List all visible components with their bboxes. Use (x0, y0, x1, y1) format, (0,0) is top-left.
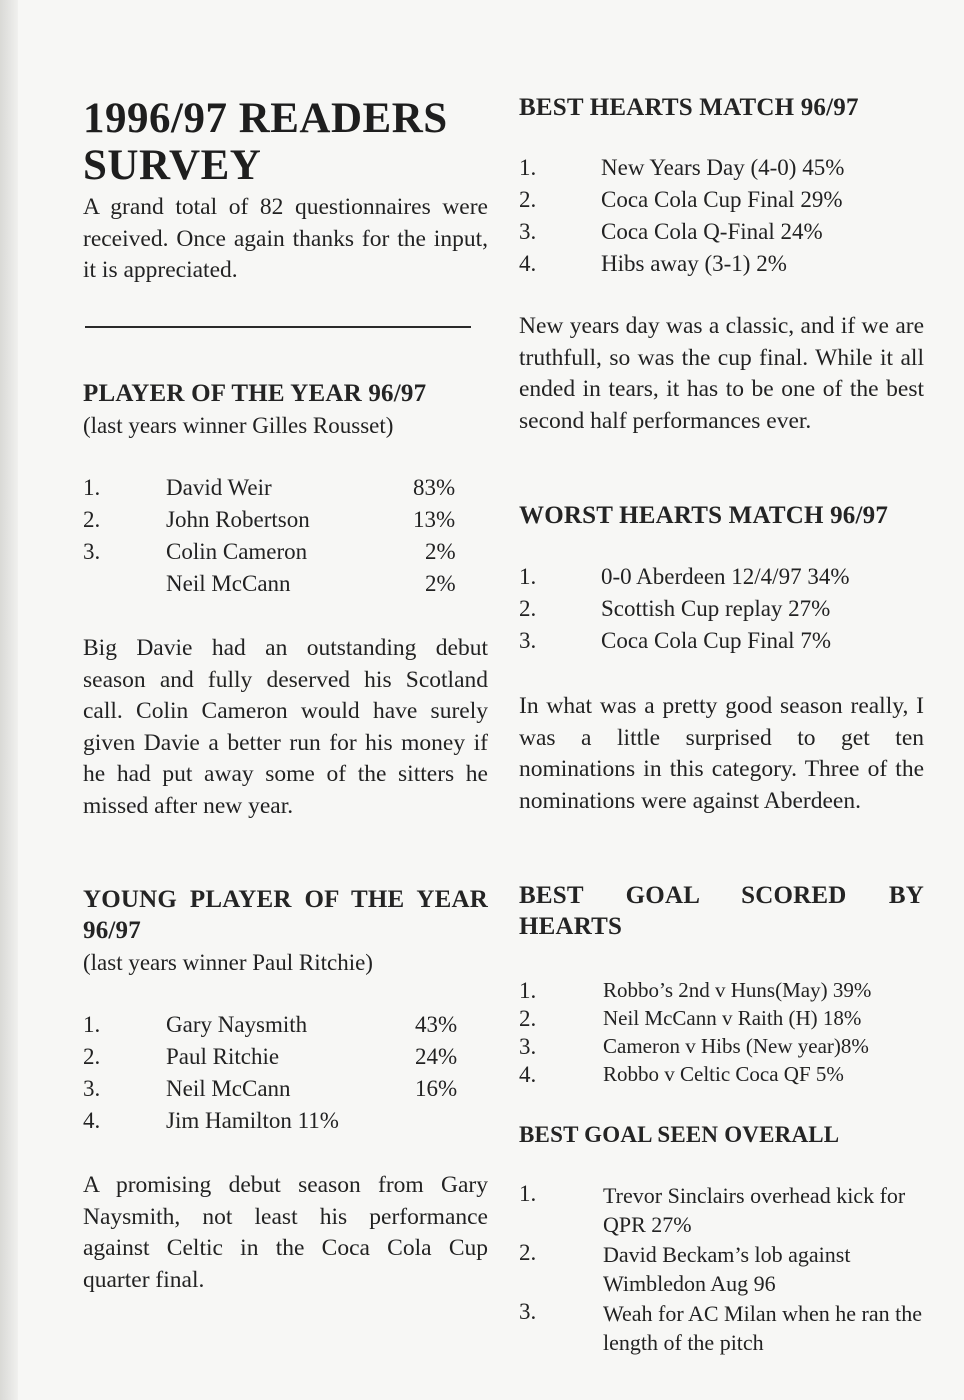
item-text: New Years Day (4-0) 45% (601, 155, 845, 180)
item-name: John Robertson (166, 507, 310, 532)
item-number: 1. (519, 155, 537, 180)
list-item (519, 1006, 924, 1034)
item-percent: 83% (413, 475, 456, 500)
item-number: 2. (519, 596, 537, 621)
best-match-heading: BEST HEARTS MATCH 96/97 (519, 94, 859, 121)
list-item (519, 1240, 924, 1299)
item-number: 3. (519, 628, 537, 653)
list-item (83, 1012, 488, 1044)
list-item (519, 219, 924, 251)
item-name: Neil McCann (166, 571, 291, 596)
item-percent: 2% (425, 539, 456, 564)
young-player-list (83, 1012, 488, 1140)
best-goal-hearts-heading: BEST GOAL SCORED BY HEARTS (519, 882, 924, 940)
item-number: 1. (83, 1012, 101, 1037)
list-item (519, 187, 924, 219)
list-item (519, 251, 924, 283)
player-of-year-subtitle: (last years winner Gilles Rousset) (83, 413, 394, 438)
survey-title: 1996/97 READERS SURVEY (83, 95, 448, 189)
item-name: Paul Ritchie (166, 1044, 280, 1069)
item-number: 2. (519, 187, 537, 212)
item-name: Neil McCann (166, 1076, 291, 1101)
page-edge (0, 0, 18, 1400)
item-text: 0-0 Aberdeen 12/4/97 34% (601, 564, 850, 589)
best-match-list (519, 155, 924, 283)
item-name: Colin Cameron (166, 539, 308, 564)
list-item (519, 1062, 924, 1090)
item-text: Cameron v Hibs (New year)8% (603, 1034, 869, 1058)
item-percent: 13% (413, 507, 456, 532)
item-number: 4. (519, 1062, 537, 1087)
player-of-year-heading: PLAYER OF THE YEAR 96/97 (83, 380, 427, 407)
item-number: 1. (519, 564, 537, 589)
list-item (519, 1299, 924, 1358)
list-item (519, 596, 924, 628)
list-item (83, 475, 488, 507)
item-number: 3. (519, 1299, 537, 1324)
player-of-year-comment: Big Davie had an outstanding debut season and fully deserved his Scotland call. Colin Cameron would have surely given Davie a better run for his money if he had put away some of the sitters he missed after new year. (83, 635, 488, 819)
list-item (519, 1181, 924, 1240)
list-item (519, 628, 924, 660)
young-player-subtitle: (last years winner Paul Ritchie) (83, 950, 373, 975)
list-item (519, 564, 924, 596)
best-goal-overall-heading: BEST GOAL SEEN OVERALL (519, 1122, 840, 1147)
item-text: Hibs away (3-1) 2% (601, 251, 787, 276)
list-item (519, 155, 924, 187)
item-name: Gary Naysmith (166, 1012, 308, 1037)
young-player-comment: A promising debut season from Gary Naysmith, not least his performance against Celtic in the Coca Cola Cup quarter final. (83, 1172, 488, 1293)
item-percent: 24% (415, 1044, 458, 1069)
divider-rule (85, 326, 471, 328)
item-number: 1. (519, 1181, 537, 1206)
list-item (83, 539, 488, 571)
list-item (83, 1076, 488, 1108)
item-number: 1. (83, 475, 101, 500)
item-text: Scottish Cup replay 27% (601, 596, 831, 621)
item-text: Coca Cola Cup Final 7% (601, 628, 831, 653)
item-text: Robbo’s 2nd v Huns(May) 39% (603, 978, 872, 1002)
worst-match-heading: WORST HEARTS MATCH 96/97 (519, 502, 889, 529)
list-item (519, 1034, 924, 1062)
item-name: David Weir (166, 475, 272, 500)
item-number: 3. (519, 1034, 537, 1059)
item-number: 2. (83, 507, 101, 532)
item-number: 2. (519, 1240, 537, 1265)
list-item (83, 571, 488, 603)
list-item (83, 1108, 488, 1140)
item-text: Robbo v Celtic Coca QF 5% (603, 1062, 844, 1086)
list-item (83, 507, 488, 539)
item-percent: 43% (415, 1012, 458, 1037)
item-number: 4. (519, 251, 537, 276)
item-percent: 2% (425, 571, 456, 596)
list-item (519, 978, 924, 1006)
player-of-year-list (83, 475, 488, 603)
item-number: 2. (519, 1006, 537, 1031)
item-text: Neil McCann v Raith (H) 18% (603, 1006, 862, 1030)
item-number: 1. (519, 978, 537, 1003)
item-text: Weah for AC Milan when he ran the length of the pitch (603, 1301, 922, 1355)
best-goal-hearts-list (519, 978, 924, 1090)
item-text: Coca Cola Cup Final 29% (601, 187, 843, 212)
item-number: 3. (83, 1076, 101, 1101)
item-text: Trevor Sinclairs overhead kick for QPR 27% (603, 1183, 906, 1237)
item-text: Coca Cola Q-Final 24% (601, 219, 823, 244)
item-text: David Beckam’s lob against Wimbledon Aug 96 (603, 1242, 851, 1296)
item-number: 4. (83, 1108, 101, 1133)
item-percent: 16% (415, 1076, 458, 1101)
worst-match-comment: In what was a pretty good season really, I was a little surprised to get ten nominations in this category. Three of the nominations were against Aberdeen. (519, 693, 924, 814)
item-number: 3. (519, 219, 537, 244)
best-match-comment: New years day was a classic, and if we are truthfull, so was the cup final. While it all ended in tears, it has to be one of the best second half performances ever. (519, 313, 924, 434)
survey-intro: A grand total of 82 questionnaires were received. Once again thanks for the input, it is appreciated. (83, 194, 488, 283)
worst-match-list (519, 564, 924, 660)
best-goal-overall-list (519, 1181, 924, 1358)
young-player-heading: YOUNG PLAYER OF THE YEAR 96/97 (83, 886, 488, 944)
item-number: 3. (83, 539, 101, 564)
list-item (83, 1044, 488, 1076)
item-name: Jim Hamilton 11% (166, 1108, 339, 1133)
item-number: 2. (83, 1044, 101, 1069)
